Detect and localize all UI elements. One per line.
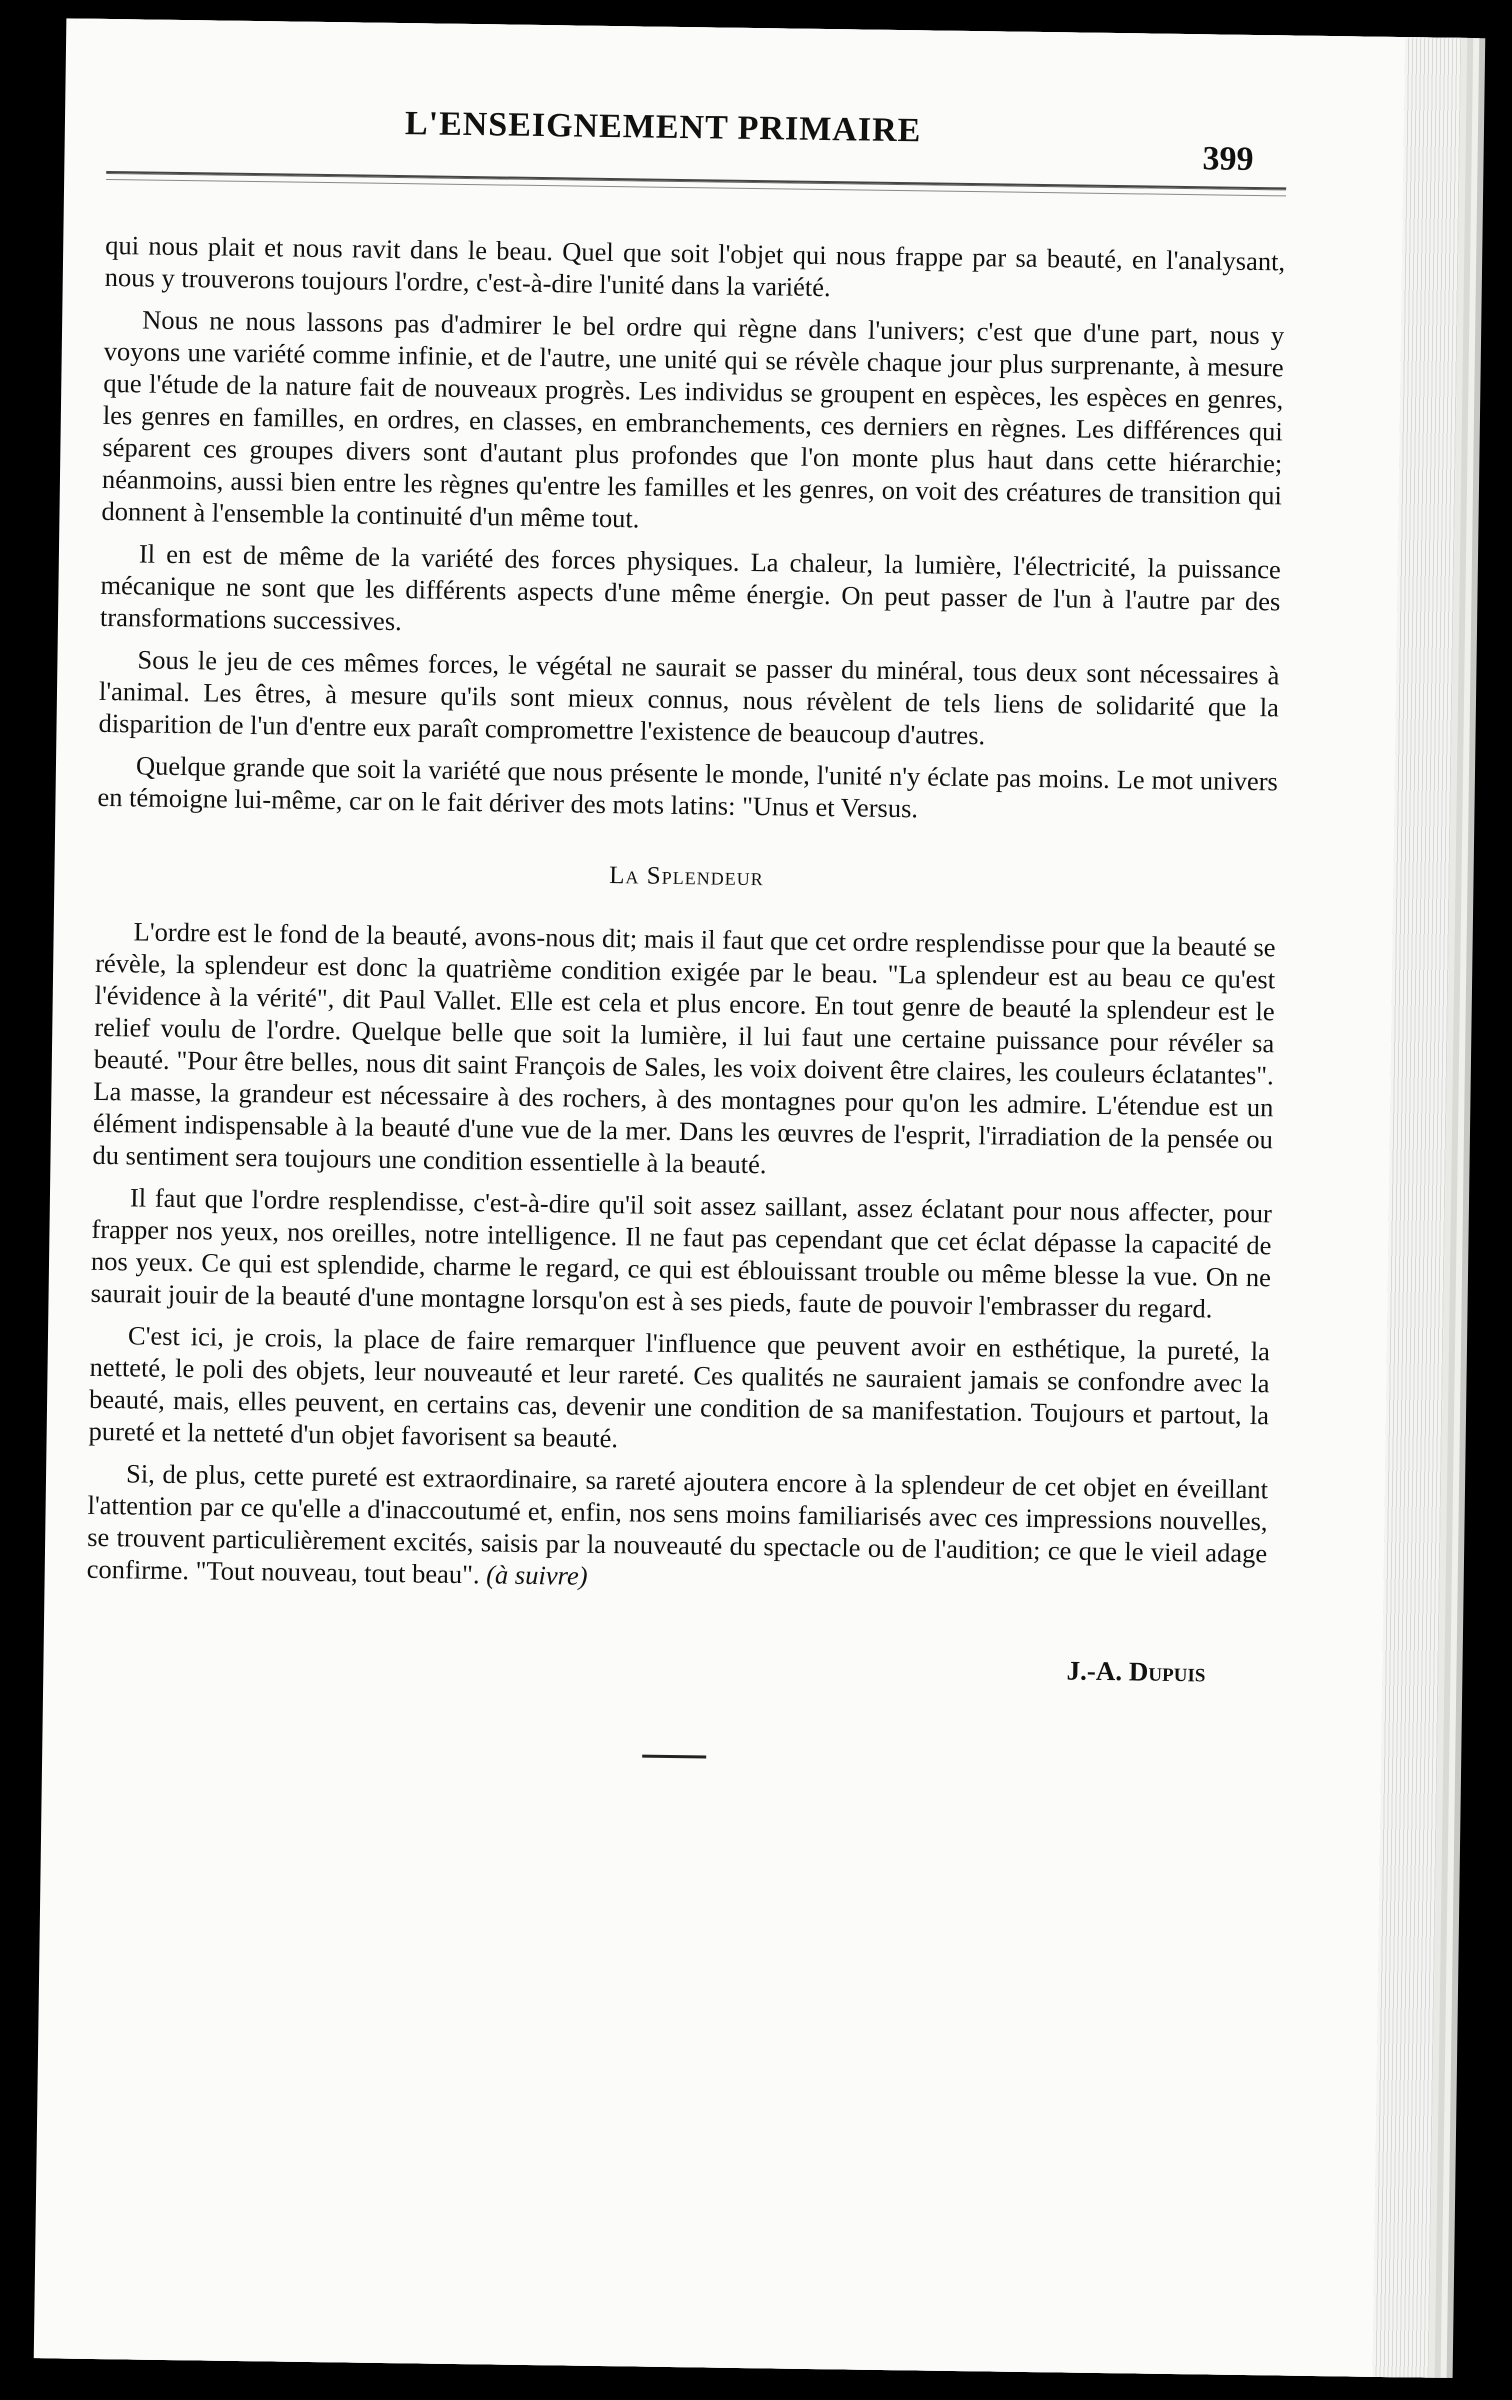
paragraph: C'est ici, je crois, la place de faire remarquer l'influence que peuvent avoir en esthétique, la pureté, la netteté, le poli des objets, leur nouveauté et leur rareté. Ces qualités ne sauraient jamais se confondre avec la beauté, mais, elles peuvent, en certains cas, devenir une condition de sa manifestation. Toujours et partout, la pureté et la netteté d'un objet favorisent sa beauté. <box>88 1320 1271 1454</box>
document-page <box>34 18 1462 2377</box>
paragraph: Sous le jeu de ces mêmes forces, le végétal ne saurait se passer du minéral, tous deux sont nécessaires à l'animal. Les êtres, à mesure qu'ils sont mieux connus, nous révèlent de tels liens de solidarité que la disparition de l'un d'entre eux paraît compromettre l'existence de beaucoup d'autres. <box>98 644 1280 751</box>
paragraph-last <box>87 1457 1269 1601</box>
paragraph: qui nous plait et nous ravit dans le beau. Quel que soit l'objet qui nous frappe par sa beauté, en l'analysant, nous y trouverons toujours l'ordre, c'est-à-dire l'unité dans la variété. <box>104 229 1286 303</box>
paragraph-text: Si, de plus, cette pureté est extraordinaire, sa rareté ajoutera encore à la splendeur de cet objet en éveillant l'attention par ce qu'elle a d'inaccoutumé et, enfin, nos sens moins familiarisés avec ces impressions nouvelles, se trouvent particulièrement excités, saisis par la nouveauté du spectacle ou de l'audition; ce que le vieil adage confirme. "Tout nouveau, tout beau". <box>86 1458 1269 1590</box>
body-text <box>84 229 1285 1766</box>
paragraph: Nous ne nous lassons pas d'admirer le bel ordre qui règne dans l'univers; c'est que d'une part, nous y voyons une variété comme infinie, et de l'autre, une unité qui se révèle chaque jour plus surprenante, à mesure que l'étude de la nature fait de nouveaux progrès. Les individus se groupent en espèces, les espèces en genres, les genres en familles, en ordres, en classes, en embranchements, ces derniers en règnes. Les différences qui séparent ces groupes divers sont d'autant plus profondes que l'on monte plus haut dans cette hiérarchie; néanmoins, aussi bien entre les règnes qu'entre les familles et les genres, on voit des créatures de transition qui donnent à l'ensemble la continuité d'un même tout. <box>101 304 1285 534</box>
running-title: L'ENSEIGNEMENT PRIMAIRE <box>404 105 922 150</box>
section-heading: La Splendeur <box>609 862 764 892</box>
continued-note: (à suivre) <box>486 1559 588 1591</box>
page-number: 399 <box>1202 140 1254 178</box>
page-edge-stack <box>1373 37 1462 2378</box>
end-rule <box>642 1755 706 1759</box>
author-signature: J.-A. Dupuis <box>1066 1655 1206 1688</box>
paragraph: Quelque grande que soit la variété que nous présente le monde, l'unité n'y éclate pas moins. Le mot univers en témoigne lui-même, car on le fait dériver des mots latins: "Unus et Versus. <box>97 750 1279 824</box>
paragraph: Il faut que l'ordre resplendisse, c'est-à-dire qu'il soit assez saillant, assez éclatant pour nous affecter, pour frapper nos yeux, nos oreilles, notre intelligence. Il ne faut pas cependant que cet éclat dépasse la capacité de nos yeux. Ce qui est splendide, charme le regard, ce qui est éblouissant trouble ou même blesse la vue. On ne saurait jouir de la beauté d'une montagne lorsqu'on est à ses pieds, faute de pouvoir l'embrasser du regard. <box>90 1182 1273 1324</box>
running-header <box>64 100 1460 179</box>
paragraph: L'ordre est le fond de la beauté, avons-nous dit; mais il faut que cet ordre resplendisse pour que la beauté se révèle, la splendeur est donc la quatrième condition exigée par le beau. "La splendeur est au beau ce qu'est l'évidence à la vérité", dit Paul Vallet. Elle est cela et plus encore. En tout genre de beauté la splendeur est le relief voulu de l'ordre. Quelque belle que soit la lumière, il lui faut une certaine puissance pour révéler sa beauté. "Pour être belles, nous dit saint François de Sales, les voix doivent être claires, les couleurs éclatantes". La masse, la grandeur est nécessaire à des rochers, à des montagnes pour qu'on les admire. L'étendue est un élément indispensable à la beauté d'une vue de la mer. Dans les œuvres de l'esprit, l'irradiation de la pensée ou du sentiment sera toujours une condition essentielle à la beauté. <box>92 916 1276 1180</box>
paragraph: Il en est de même de la variété des forces physiques. La chaleur, la lumière, l'électricité, la puissance mécanique ne sont que les différents aspects d'une même énergie. On peut passer de l'un à l'autre par des transformations successives. <box>99 538 1282 637</box>
